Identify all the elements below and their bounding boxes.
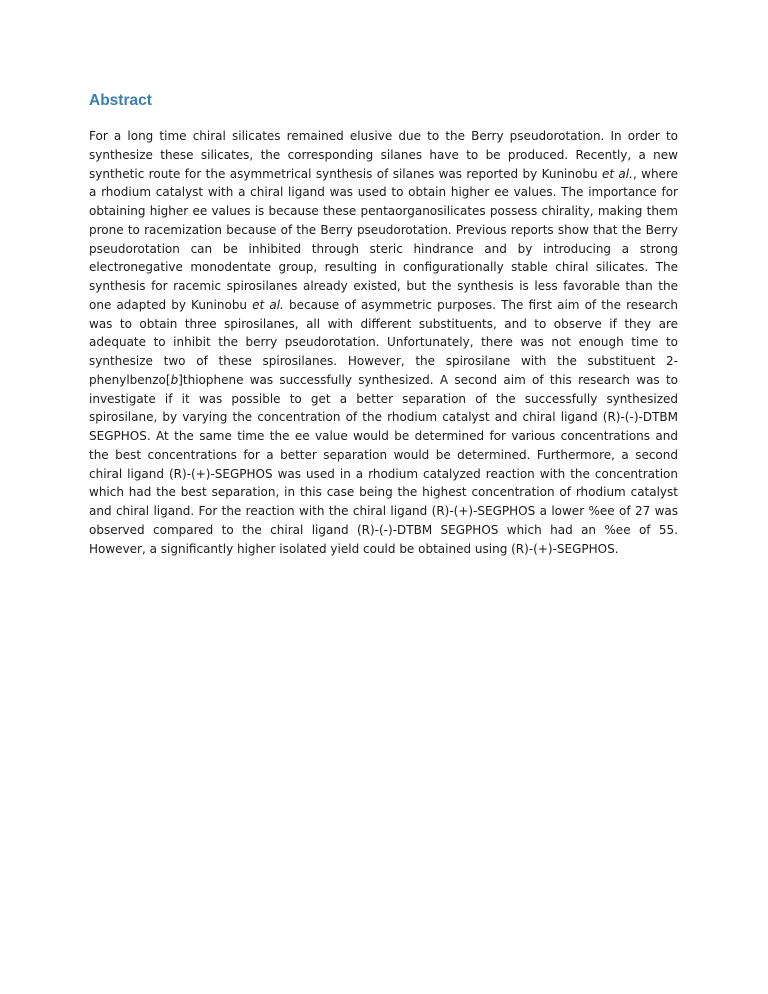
paragraph-run: For a long time chiral silicates remained elusive due to the Berry pseudorotation. In order to synthesize these silicates, the corresponding silanes have to be produced. Recently, a new synthetic route for the asymmetrical synthesis of silanes was reported by Kuninobu [89,129,678,181]
section-heading: Abstract [89,92,152,109]
paragraph-run: , where a rhodium catalyst with a chiral ligand was used to obtain higher ee values. The importance for obtaining higher ee values is because these pentaorganosilicates possess chirality, making them prone to racemization because of the Berry pseudorotation. Previous reports show that the Berry pseudorotation can be inhibited through steric hindrance and by introducing a strong electronegative monodentate group, resulting in configurationally stable chiral silicates. The synthesis for racemic spirosilanes already existed, but the synthesis is less favorable than the one adapted by Kuninobu [89,166,678,312]
paragraph-run-italic: et al. [601,166,633,181]
paragraph-run: because of asymmetric purposes. The first aim of the research was to obtain three spirosilanes, all with different substituents, and to observe if they are adequate to inhibit the berry pseudorotation. Unfortunately, there was not enough time to synthesize two of these spirosilanes. However, the spirosilane with the substituent 2-phenylbenzo[ [89,297,678,387]
abstract-paragraph [89,127,678,558]
paragraph-run-italic: et al. [252,297,284,312]
paragraph-run: ]thiophene was successfully synthesized. A second aim of this research was to investigate if it was possible to get a better separation of the successfully synthesized spirosilane, by varying the concentration of the rhodium catalyst and chiral ligand (R)-(-)-DTBM SEGPHOS. At the same time the ee value would be determined for various concentrations and the best concentrations for a better separation would be determined. Furthermore, a second chiral ligand (R)-(+)-SEGPHOS was used in a rhodium catalyzed reaction with the concentration which had the best separation, in this case being the highest concentration of rhodium catalyst and chiral ligand. For the reaction with the chiral ligand (R)-(+)-SEGPHOS a lower %ee of 27 was observed compared to the chiral ligand (R)-(-)-DTBM SEGPHOS which had an %ee of 55. However, a significantly higher isolated yield could be obtained using (R)-(+)-SEGPHOS. [89,372,678,556]
paragraph-run-italic: b [170,372,179,387]
